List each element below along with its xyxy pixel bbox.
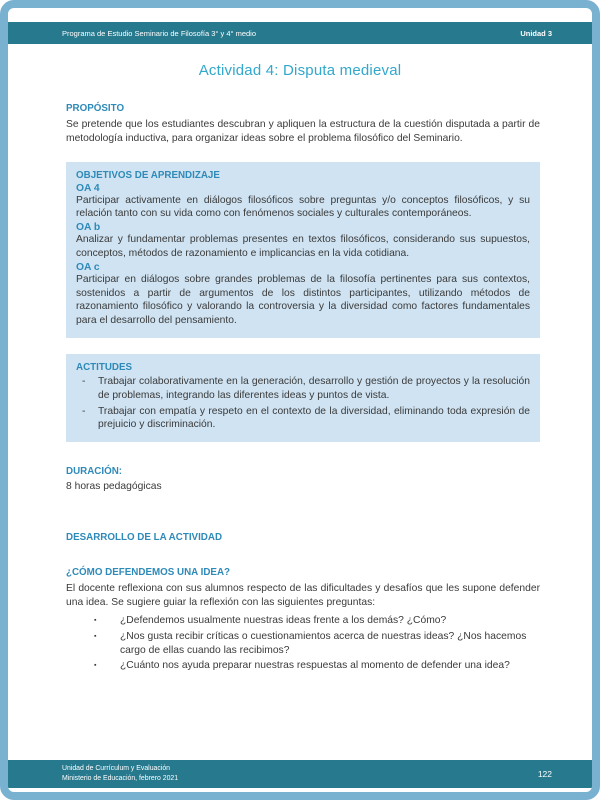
question-item — [66, 659, 540, 673]
oa4-label: OA 4 — [76, 182, 100, 194]
oab-label: OA b — [76, 222, 101, 234]
oac-label: OA c — [76, 261, 100, 273]
footer-credits — [62, 764, 178, 785]
actitud-item — [76, 405, 530, 433]
question-text: ¿Nos gusta recibir críticas o cuestionamientos acerca de nuestras ideas? ¿Nos hacemos cargo de ellas cuando las recibimos? — [120, 630, 527, 656]
duracion-body: 8 horas pedagógicas — [66, 481, 162, 493]
proposito-body: Se pretende que los estudiantes descubran y apliquen la estructura de la cuestión disputada a partir de metodología inductiva, para organizar ideas sobre el problema filosófico del Seminario. — [66, 119, 540, 144]
dash-marker: - — [82, 375, 86, 387]
heading-actitudes: ACTITUDES — [76, 361, 133, 373]
heading-desarrollo: DESARROLLO DE LA ACTIVIDAD — [66, 532, 223, 544]
page-content — [8, 103, 592, 673]
actitudes-box — [66, 354, 540, 442]
heading-duracion: DURACIÓN: — [66, 466, 123, 478]
square-bullet-icon: ▪ — [94, 616, 97, 624]
objetivos-box — [66, 162, 540, 338]
oac-text: Participar en diálogos sobre grandes problemas de la filosofía pertinentes para sus contextos, sostenidos a partir de argumentos de los distintos participantes, utilizando métodos de razonamiento filosófico y valorando la controversia y la diversidad como factores fundamentales para el desarrollo del pensamiento. — [76, 273, 530, 327]
question-text: ¿Cuánto nos ayuda preparar nuestras respuestas al momento de defender una idea? — [120, 660, 510, 672]
question-item — [66, 630, 540, 658]
oa4-text: Participar activamente en diálogos filosóficos sobre preguntas y/o conceptos filosóficos, y su relación tanto con su vida como con fenómenos sociales y culturales contemporáneos. — [76, 194, 530, 220]
actitud-item — [76, 375, 530, 403]
page-footer-band — [8, 760, 592, 788]
oab-text: Analizar y fundamentar problemas presentes en textos filosóficos, considerando sus supuestos, conceptos, métodos de razonamiento e implicancias en la vida cotidiana. — [76, 234, 530, 259]
question-item — [66, 614, 540, 628]
question-list — [66, 614, 540, 674]
dash-marker: - — [82, 405, 86, 417]
heading-objetivos: OBJETIVOS DE APRENDIZAJE — [76, 169, 220, 181]
square-bullet-icon: ▪ — [94, 632, 97, 640]
activity-title: Actividad 4: Disputa medieval — [198, 62, 402, 79]
header-program-title: Programa de Estudio Seminario de Filosofía 3° y 4° medio — [62, 28, 257, 38]
heading-proposito: PROPÓSITO — [66, 103, 125, 114]
heading-como-defendemos: ¿CÓMO DEFENDEMOS UNA IDEA? — [66, 567, 231, 579]
footer-line1: Unidad de Currículum y Evaluación — [62, 764, 171, 772]
page-header-band — [8, 22, 592, 44]
footer-line2: Ministerio de Educación, febrero 2021 — [62, 775, 179, 782]
actitud-text: Trabajar con empatía y respeto en el contexto de la diversidad, eliminando toda expresión de prejuicio y discriminación. — [98, 405, 530, 431]
square-bullet-icon: ▪ — [94, 662, 97, 670]
header-unit-label: Unidad 3 — [520, 28, 552, 38]
defensa-intro: El docente reflexiona con sus alumnos respecto de las dificultades y desafíos que les supone defender una idea. Se sugiere guiar la reflexión con las siguientes preguntas: — [66, 583, 540, 608]
page-number: 122 — [537, 769, 552, 779]
question-text: ¿Defendemos usualmente nuestras ideas frente a los demás? ¿Cómo? — [120, 614, 447, 626]
actitud-text: Trabajar colaborativamente en la generación, desarrollo y gestión de proyectos y la resolución de problemas, integrando las diferentes ideas y puntos de vista. — [98, 375, 530, 401]
